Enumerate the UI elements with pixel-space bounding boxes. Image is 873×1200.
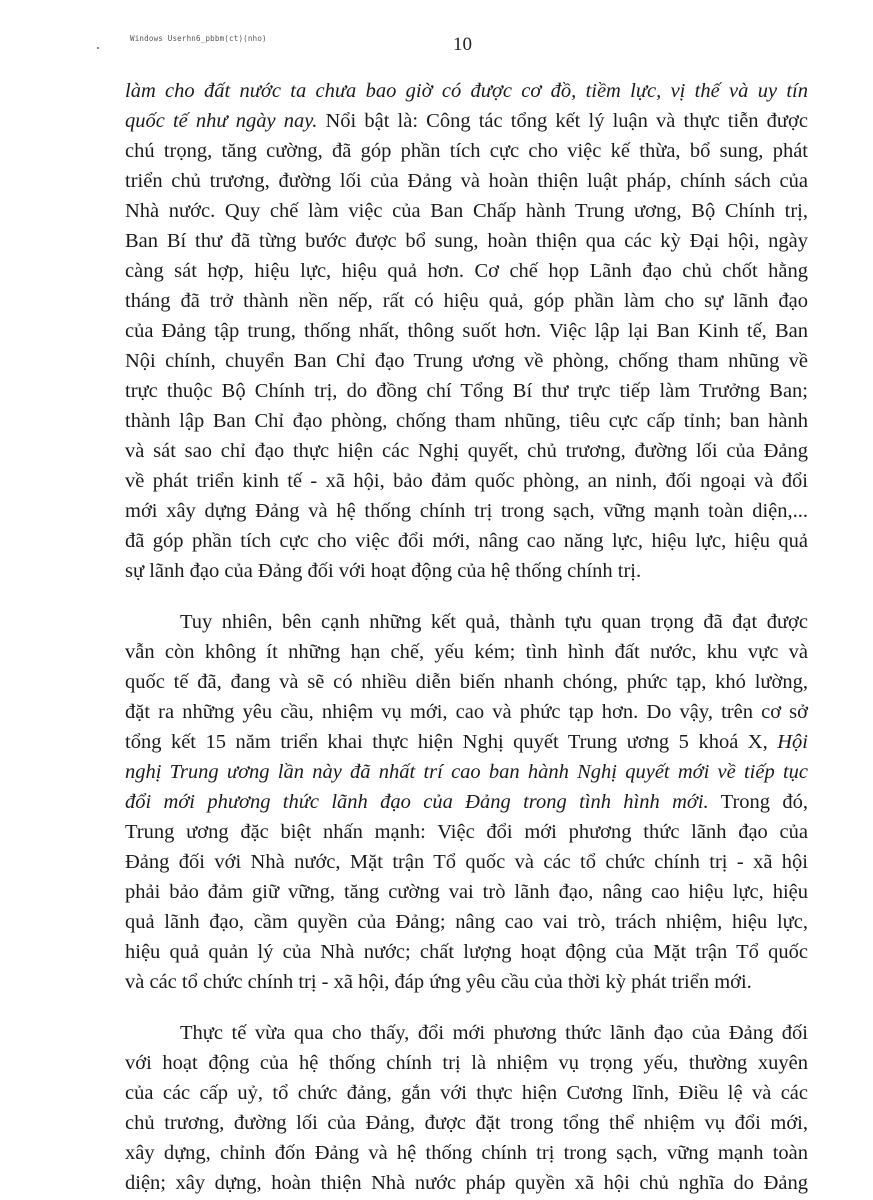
text-line: sự lãnh đạo của Đảng đối với hoạt động của hệ thống chính trị. bbox=[125, 560, 642, 582]
text-line: vẫn còn không ít những hạn chế, yếu kém; tình hình đất nước, khu vực và bbox=[125, 641, 808, 663]
text-line: và sát sao chỉ đạo thực hiện các Nghị quyết, chủ trương, đường lối của Đảng bbox=[125, 440, 808, 462]
paragraph-2 bbox=[125, 607, 808, 997]
text-line: Tuy nhiên, bên cạnh những kết quả, thành tựu quan trọng đã đạt được bbox=[180, 611, 808, 633]
text-line: hiệu quả quản lý của Nhà nước; chất lượng hoạt động của Mặt trận Tổ quốc bbox=[125, 941, 808, 963]
paragraph-3 bbox=[125, 1018, 808, 1198]
italic-text: quốc tế như ngày nay. bbox=[125, 110, 318, 132]
text-line: diện; xây dựng, hoàn thiện Nhà nước pháp quyền xã hội chủ nghĩa do Đảng bbox=[125, 1172, 808, 1194]
italic-text: Hội bbox=[777, 731, 808, 753]
document-body bbox=[125, 76, 808, 1198]
text-line: thành lập Ban Chỉ đạo phòng, chống tham nhũng, tiêu cực cấp tỉnh; ban hành bbox=[125, 410, 808, 432]
text-line: tổng kết 15 năm triển khai thực hiện Nghị quyết Trung ương 5 khoá X, Hội bbox=[125, 731, 808, 753]
text-line: chú trọng, tăng cường, đã góp phần tích cực cho việc kế thừa, bổ sung, phát bbox=[125, 140, 808, 162]
text-line: chủ trương, đường lối của Đảng, được đặt trong tổng thể nhiệm vụ đổi mới, bbox=[125, 1112, 808, 1134]
text-line: tháng đã trở thành nền nếp, rất có hiệu quả, góp phần làm cho sự lãnh đạo bbox=[125, 290, 808, 312]
text-line: triển chủ trương, đường lối của Đảng và hoàn thiện luật pháp, chính sách của bbox=[125, 170, 808, 192]
text-line: quốc tế như ngày nay. Nổi bật là: Công tác tổng kết lý luận và thực tiễn được bbox=[125, 110, 808, 132]
text-line: trực thuộc Bộ Chính trị, do đồng chí Tổng Bí thư trực tiếp làm Trưởng Ban; bbox=[125, 380, 808, 402]
text-line: đổi mới phương thức lãnh đạo của Đảng trong tình hình mới. Trong đó, bbox=[125, 791, 808, 813]
text-line: Nội chính, chuyển Ban Chỉ đạo Trung ương về phòng, chống tham nhũng về bbox=[125, 350, 808, 372]
text-line: xây dựng, chỉnh đốn Đảng và hệ thống chính trị trong sạch, vững mạnh toàn bbox=[125, 1142, 808, 1164]
italic-text: đổi mới phương thức lãnh đạo của Đảng trong tình hình mới. bbox=[125, 791, 709, 813]
text-line bbox=[125, 76, 808, 106]
text-line: về phát triển kinh tế - xã hội, bảo đảm quốc phòng, an ninh, đối ngoại và đổi bbox=[125, 470, 808, 492]
text-line: đặt ra những yêu cầu, nhiệm vụ mới, cao và phức tạp hơn. Do vậy, trên cơ sở bbox=[125, 701, 808, 723]
text-line: của các cấp uỷ, tổ chức đảng, gắn với thực hiện Cương lĩnh, Điều lệ và các bbox=[125, 1082, 808, 1104]
file-path-header: Windows Userhn6_pbbm(ct)(nho) bbox=[130, 34, 267, 43]
paragraph-1 bbox=[125, 76, 808, 586]
scan-speck bbox=[97, 47, 99, 49]
text-line: quốc tế đã, đang và sẽ có nhiều diễn biến nhanh chóng, phức tạp, khó lường, bbox=[125, 671, 808, 693]
italic-text: làm cho đất nước ta chưa bao giờ có được cơ đồ, tiềm lực, vị thế và uy tín bbox=[125, 80, 808, 102]
text-line: đã góp phần tích cực cho việc đổi mới, nâng cao năng lực, hiệu lực, hiệu quả bbox=[125, 530, 808, 552]
italic-text: nghị Trung ương lần này đã nhất trí cao ban hành Nghị quyết mới về tiếp tục bbox=[125, 761, 808, 783]
text-line: Ban Bí thư đã từng bước được bổ sung, hoàn thiện qua các kỳ Đại hội, ngày bbox=[125, 230, 808, 252]
text-line: phải bảo đảm giữ vững, tăng cường vai trò lãnh đạo, nâng cao hiệu lực, hiệu bbox=[125, 881, 808, 903]
text-line: và các tổ chức chính trị - xã hội, đáp ứng yêu cầu của thời kỳ phát triển mới. bbox=[125, 971, 752, 993]
text-line: Đảng đối với Nhà nước, Mặt trận Tổ quốc và các tổ chức chính trị - xã hội bbox=[125, 851, 808, 873]
page-number: 10 bbox=[453, 34, 472, 55]
text-line: của Đảng tập trung, thống nhất, thông suốt hơn. Việc lập lại Ban Kinh tế, Ban bbox=[125, 320, 808, 342]
text-line: với hoạt động của hệ thống chính trị là nhiệm vụ trọng yếu, thường xuyên bbox=[125, 1052, 808, 1074]
text-line: quả lãnh đạo, cầm quyền của Đảng; nâng cao vai trò, trách nhiệm, hiệu lực, bbox=[125, 911, 808, 933]
text-line: Trung ương đặc biệt nhấn mạnh: Việc đổi mới phương thức lãnh đạo của bbox=[125, 821, 808, 843]
text-line bbox=[125, 757, 808, 787]
text-line: Nhà nước. Quy chế làm việc của Ban Chấp hành Trung ương, Bộ Chính trị, bbox=[125, 200, 808, 222]
text-line: Thực tế vừa qua cho thấy, đổi mới phương thức lãnh đạo của Đảng đối bbox=[180, 1022, 808, 1044]
text-line: mới xây dựng Đảng và hệ thống chính trị trong sạch, vững mạnh toàn diện,... bbox=[125, 500, 808, 522]
text-line: càng sát hợp, hiệu lực, hiệu quả hơn. Cơ chế họp Lãnh đạo chủ chốt hằng bbox=[125, 260, 808, 282]
